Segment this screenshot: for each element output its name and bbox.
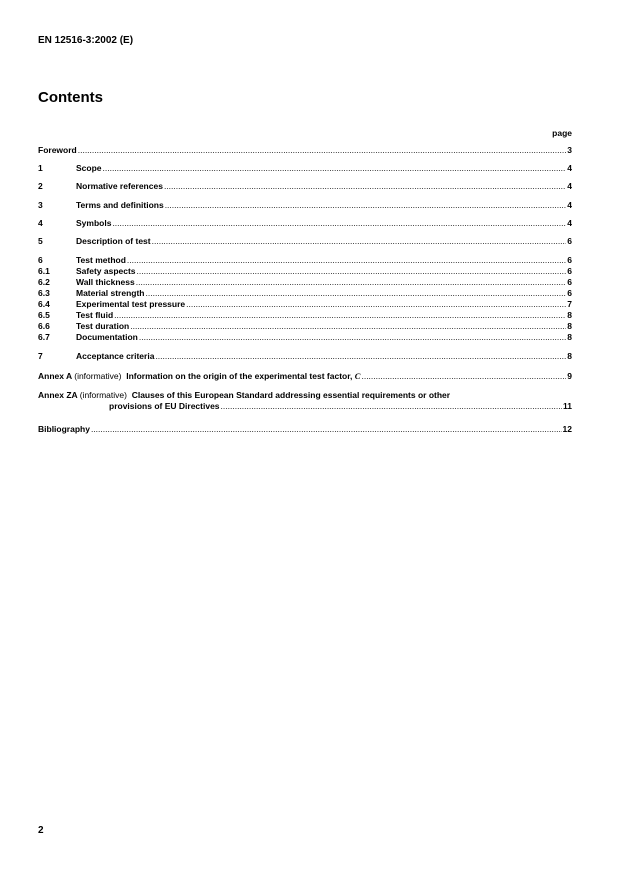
- toc-entry-number: 1: [38, 163, 43, 173]
- toc-entry[interactable]: [38, 288, 572, 299]
- annex-type: (informative): [74, 371, 122, 381]
- toc-entry-title: Test method: [76, 255, 126, 265]
- toc-entry-page: 4: [567, 200, 572, 210]
- toc-entry-page: 11: [563, 401, 572, 411]
- toc-entry[interactable]: [38, 200, 572, 211]
- toc-entry[interactable]: [38, 255, 572, 266]
- dot-leader: [78, 145, 567, 156]
- toc-entry-title: Test fluid: [76, 310, 114, 320]
- toc-entry-title: Test duration: [76, 321, 130, 331]
- toc-entry-number: 6: [38, 255, 43, 265]
- table-of-contents: [38, 0, 572, 877]
- toc-entry-page: 12: [562, 424, 572, 434]
- dot-leader: [146, 288, 567, 299]
- toc-entry-page: 4: [567, 218, 572, 228]
- toc-entry-page: 6: [567, 255, 572, 265]
- toc-entry[interactable]: [38, 218, 572, 229]
- dot-leader: [186, 299, 566, 310]
- toc-entry-annex-a[interactable]: [38, 371, 572, 382]
- toc-entry-annex-za[interactable]: [38, 390, 572, 412]
- dot-leader: [137, 266, 567, 277]
- toc-entry[interactable]: [38, 236, 572, 247]
- toc-entry-title: Normative references: [76, 181, 163, 191]
- toc-entry-title: Acceptance criteria: [76, 351, 155, 361]
- toc-entry-number: 6.6: [38, 321, 50, 331]
- toc-entry-page: 6: [567, 277, 572, 287]
- dot-leader: [127, 255, 566, 266]
- toc-entry-page: 6: [567, 236, 572, 246]
- toc-entry-number: 4: [38, 218, 43, 228]
- toc-entry[interactable]: [38, 351, 572, 362]
- toc-entry-title: Wall thickness: [76, 277, 135, 287]
- toc-entry-number: 6.1: [38, 266, 50, 276]
- toc-entry-foreword[interactable]: [38, 145, 572, 156]
- dot-leader: [112, 218, 566, 229]
- toc-entry-page: 7: [567, 299, 572, 309]
- toc-entry-number: 6.5: [38, 310, 50, 320]
- toc-entry-number: 5: [38, 236, 43, 246]
- dot-leader: [91, 424, 562, 435]
- toc-entry-title: Description of test: [76, 236, 151, 246]
- toc-entry-title: Foreword: [38, 145, 77, 155]
- toc-entry[interactable]: [38, 181, 572, 192]
- annex-label: Annex ZA: [38, 390, 78, 400]
- toc-entry-number: 6.7: [38, 332, 50, 342]
- dot-leader: [155, 351, 566, 362]
- toc-entry-title: Terms and definitions: [76, 200, 164, 210]
- toc-entry-page: 6: [567, 266, 572, 276]
- toc-entry[interactable]: [38, 163, 572, 174]
- dot-leader: [152, 236, 567, 247]
- toc-entry-number: 3: [38, 200, 43, 210]
- page-column-label: page: [552, 128, 572, 138]
- toc-entry-number: 6.2: [38, 277, 50, 287]
- toc-entry-page: 8: [567, 321, 572, 331]
- toc-entry-number: 2: [38, 181, 43, 191]
- toc-entry-title: Experimental test pressure: [76, 299, 186, 309]
- annex-title: Information on the origin of the experimental test factor,: [126, 371, 353, 381]
- toc-entry-page: 8: [567, 310, 572, 320]
- page-title: Contents: [38, 89, 103, 106]
- dot-leader: [221, 401, 562, 412]
- dot-leader: [139, 332, 566, 343]
- toc-entry-title: Material strength: [76, 288, 145, 298]
- dot-leader: [361, 371, 566, 382]
- toc-entry-page: 8: [567, 332, 572, 342]
- dot-leader: [114, 310, 566, 321]
- toc-entry-page: 6: [567, 288, 572, 298]
- toc-entry-page: 3: [567, 145, 572, 155]
- toc-entry-number: 6.4: [38, 299, 50, 309]
- toc-entry[interactable]: [38, 332, 572, 343]
- toc-entry[interactable]: [38, 321, 572, 332]
- toc-entry[interactable]: [38, 310, 572, 321]
- dot-leader: [130, 321, 566, 332]
- annex-label: Annex A: [38, 371, 72, 381]
- annex-symbol: C: [354, 371, 361, 381]
- document-header: EN 12516-3:2002 (E): [38, 35, 134, 46]
- toc-entry-bibliography[interactable]: [38, 424, 572, 435]
- toc-entry[interactable]: [38, 299, 572, 310]
- toc-entry-title: Safety aspects: [76, 266, 136, 276]
- dot-leader: [136, 277, 567, 288]
- toc-entry-page: 4: [567, 181, 572, 191]
- toc-entry-title: Symbols: [76, 218, 112, 228]
- toc-entry-title: Scope: [76, 163, 102, 173]
- toc-entry-number: 7: [38, 351, 43, 361]
- toc-entry-title: Bibliography: [38, 424, 90, 434]
- toc-entry[interactable]: [38, 277, 572, 288]
- annex-title: Clauses of this European Standard addressing essential requirements or other: [131, 390, 451, 400]
- annex-title-continued: provisions of EU Directives: [109, 401, 220, 411]
- dot-leader: [164, 181, 566, 192]
- dot-leader: [103, 163, 567, 174]
- toc-entry[interactable]: [38, 266, 572, 277]
- toc-entry-page: 9: [567, 371, 572, 381]
- toc-entry-page: 4: [567, 163, 572, 173]
- page-number: 2: [38, 825, 44, 836]
- toc-entry-number: 6.3: [38, 288, 50, 298]
- toc-entry-title: [38, 371, 360, 382]
- dot-leader: [165, 200, 567, 211]
- toc-entry-title: Documentation: [76, 332, 138, 342]
- annex-type: (informative): [79, 390, 127, 400]
- toc-entry-page: 8: [567, 351, 572, 361]
